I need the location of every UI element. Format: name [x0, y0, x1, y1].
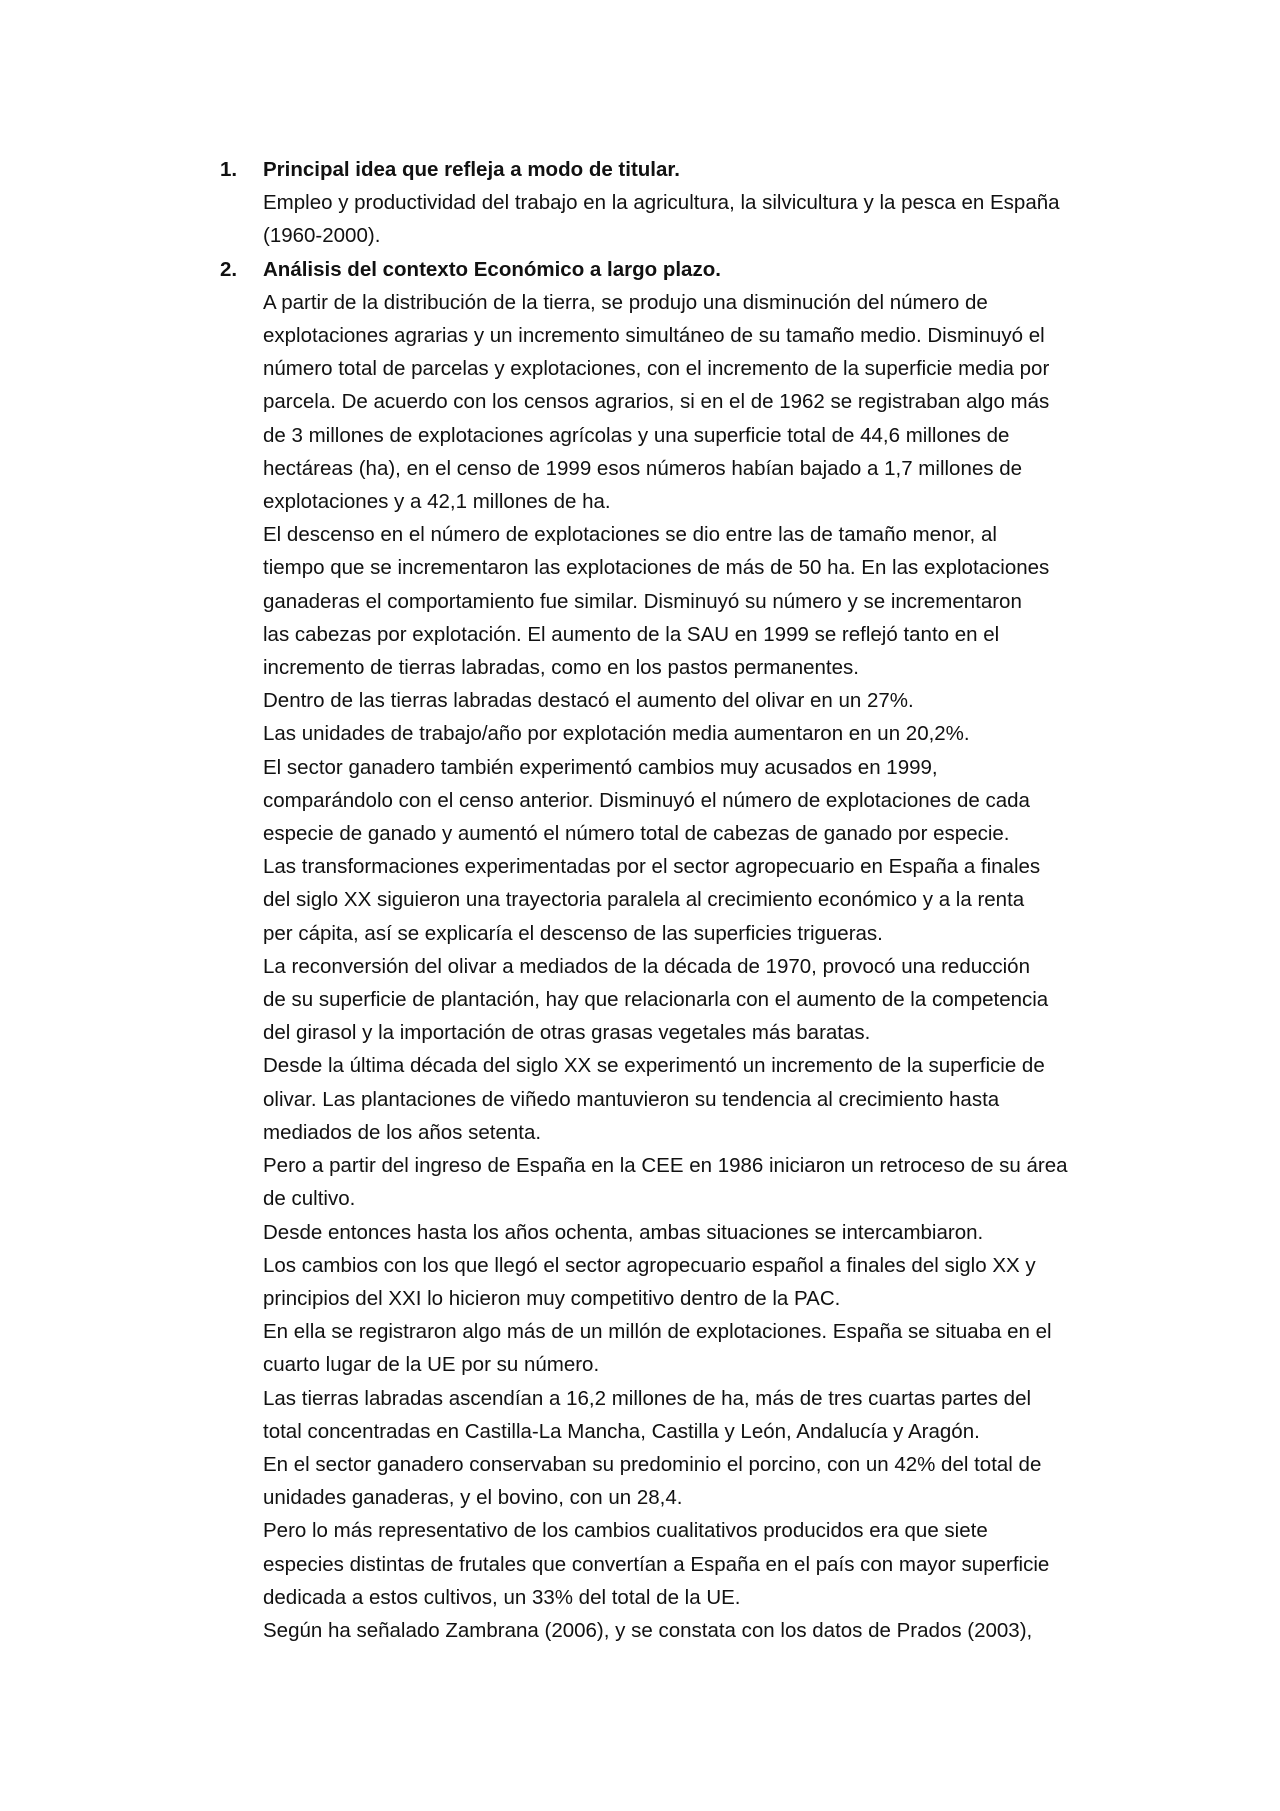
section-2-line: cuarto lugar de la UE por su número. [263, 1353, 600, 1377]
section-2-line: Dentro de las tierras labradas destacó el aumento del olivar en un 27%. [263, 689, 914, 713]
section-2-line: del girasol y la importación de otras grasas vegetales más baratas. [263, 1021, 871, 1045]
section-2-line: tiempo que se incrementaron las explotaciones de más de 50 ha. En las explotaciones [263, 556, 1050, 580]
section-2-line: mediados de los años setenta. [263, 1120, 542, 1144]
section-2-line: comparándolo con el censo anterior. Disminuyó el número de explotaciones de cada [263, 788, 1030, 812]
section-2-line: olivar. Las plantaciones de viñedo mantuvieron su tendencia al crecimiento hasta [263, 1087, 1000, 1111]
section-2-line: A partir de la distribución de la tierra, se produjo una disminución del número de [263, 290, 988, 314]
section-2-line: número total de parcelas y explotaciones, con el incremento de la superficie media por [263, 357, 1050, 381]
section-2-line: las cabezas por explotación. El aumento de la SAU en 1999 se reflejó tanto en el [263, 622, 1000, 646]
section-2-line: Los cambios con los que llegó el sector agropecuario español a finales del siglo XX y [263, 1253, 1036, 1277]
section-2-body [263, 286, 1100, 1647]
section-1-title: Principal idea que refleja a modo de titular. [263, 158, 680, 181]
section-2-line: especies distintas de frutales que convertían a España en el país con mayor superficie [263, 1552, 1050, 1576]
section-2-line: ganaderas el comportamiento fue similar. Disminuyó su número y se incrementaron [263, 589, 1022, 613]
section-2-line: hectáreas (ha), en el censo de 1999 esos números habían bajado a 1,7 millones de [263, 456, 1023, 480]
section-2-line: Desde la última década del siglo XX se experimentó un incremento de la superficie de [263, 1054, 1045, 1078]
section-2-line: parcela. De acuerdo con los censos agrarios, si en el de 1962 se registraban algo más [263, 390, 1050, 414]
section-2-line: de su superficie de plantación, hay que relacionarla con el aumento de la competencia [263, 988, 1049, 1012]
section-2-line: Las unidades de trabajo/año por explotación media aumentaron en un 20,2%. [263, 722, 970, 746]
section-2-line: Desde entonces hasta los años ochenta, ambas situaciones se intercambiaron. [263, 1220, 984, 1244]
section-2-line: del siglo XX siguieron una trayectoria paralela al crecimiento económico y a la renta [263, 888, 1025, 912]
section-2-line: explotaciones y a 42,1 millones de ha. [263, 490, 611, 514]
section-2-line: Las tierras labradas ascendían a 16,2 millones de ha, más de tres cuartas partes del [263, 1386, 1032, 1410]
section-2-line: Pero lo más representativo de los cambios cualitativos producidos era que siete [263, 1519, 988, 1543]
section-1-line: Empleo y productividad del trabajo en la agricultura, la silvicultura y la pesca en España [263, 191, 1060, 215]
section-2-line: especie de ganado y aumentó el número total de cabezas de ganado por especie. [263, 822, 1010, 846]
section-1 [220, 153, 1100, 253]
section-2 [220, 253, 1100, 1648]
section-2-line: Según ha señalado Zambrana (2006), y se constata con los datos de Prados (2003), [263, 1618, 1033, 1642]
section-2-line: de cultivo. [263, 1187, 356, 1211]
section-2-line: principios del XXI lo hicieron muy competitivo dentro de la PAC. [263, 1286, 841, 1310]
section-2-line: El sector ganadero también experimentó cambios muy acusados en 1999, [263, 755, 938, 779]
section-2-line: total concentradas en Castilla-La Mancha, Castilla y León, Andalucía y Aragón. [263, 1419, 980, 1443]
section-2-number: 2. [220, 257, 238, 281]
section-1-number: 1. [220, 158, 238, 181]
section-1-line: (1960-2000). [263, 224, 381, 248]
section-2-line: El descenso en el número de explotaciones se dio entre las de tamaño menor, al [263, 523, 997, 547]
section-2-line: Las transformaciones experimentadas por el sector agropecuario en España a finales [263, 855, 1041, 879]
section-2-line: unidades ganaderas, y el bovino, con un 28,4. [263, 1486, 683, 1510]
section-2-line: per cápita, así se explicaría el descenso de las superficies trigueras. [263, 921, 883, 945]
section-2-line: La reconversión del olivar a mediados de la década de 1970, provocó una reducción [263, 954, 1030, 978]
document-content [220, 153, 1100, 1647]
section-2-line: incremento de tierras labradas, como en los pastos permanentes. [263, 656, 859, 680]
section-2-line: explotaciones agrarias y un incremento simultáneo de su tamaño medio. Disminuyó el [263, 324, 1045, 348]
section-2-line: dedicada a estos cultivos, un 33% del total de la UE. [263, 1585, 741, 1609]
section-2-line: En ella se registraron algo más de un millón de explotaciones. España se situaba en el [263, 1320, 1052, 1344]
section-2-title: Análisis del contexto Económico a largo plazo. [263, 257, 721, 281]
section-2-line: de 3 millones de explotaciones agrícolas y una superficie total de 44,6 millones de [263, 423, 1010, 447]
section-1-body [263, 186, 1100, 252]
section-2-line: Pero a partir del ingreso de España en la CEE en 1986 iniciaron un retroceso de su área [263, 1154, 1068, 1178]
section-2-line: En el sector ganadero conservaban su predominio el porcino, con un 42% del total de [263, 1452, 1042, 1476]
